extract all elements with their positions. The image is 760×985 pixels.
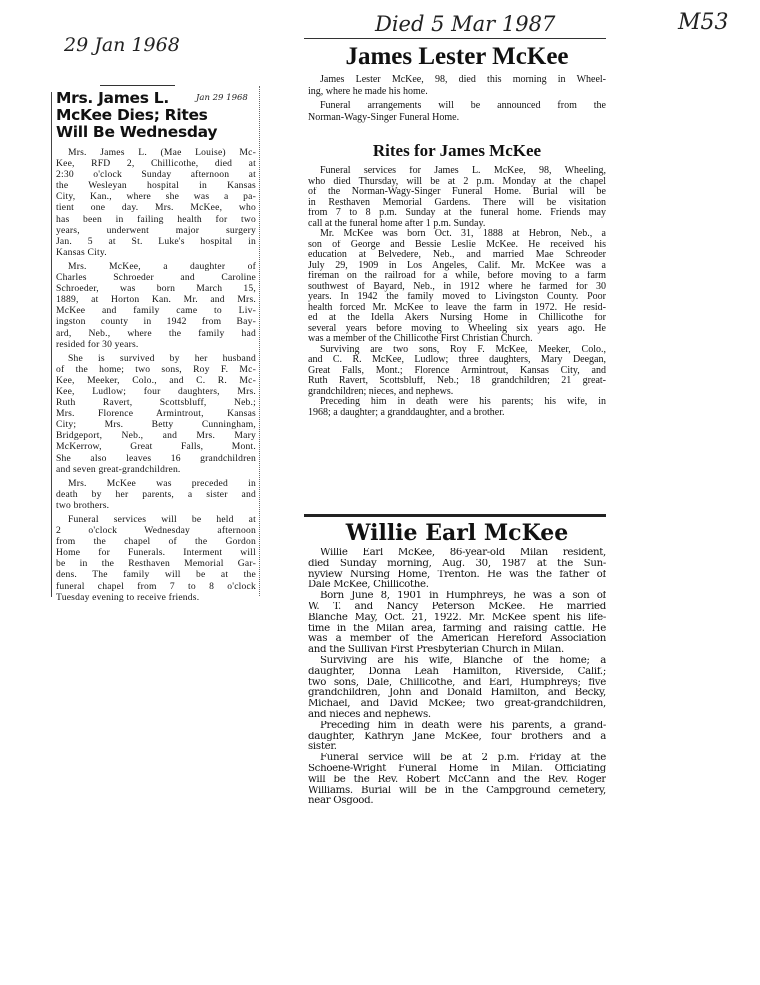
headline-line: Mrs. James L.: [56, 89, 169, 107]
paragraph: [308, 100, 606, 123]
clipping-border: [259, 86, 260, 596]
text-line: Blanche May, Oct. 21, 1922. Mr. McKee spent his life-: [308, 612, 606, 623]
paragraph: [308, 345, 606, 398]
text-line: Kansas City.: [56, 246, 107, 258]
paragraph: [308, 397, 606, 418]
text-line: grandchildren; nieces, and nephews.: [308, 386, 454, 397]
text-line: will be the Rev. Robert McCann and the Rev. Roger: [308, 774, 606, 785]
paragraph: [308, 656, 606, 721]
text-line: ingston county in 1942 from Bay-: [56, 316, 256, 328]
text-line: Dale McKee, Chillicothe.: [308, 580, 429, 591]
text-line: Funeral service will be at 2 p.m. Friday at the: [320, 753, 606, 764]
text-line: Mrs. McKee was preceded in: [68, 477, 256, 489]
handwritten-death-date: Died 5 Mar 1987: [375, 12, 556, 36]
handwritten-reference-code: M53: [678, 10, 729, 35]
article-body: [308, 548, 606, 807]
text-line: died Sunday morning, Aug. 30, 1987 at the Sun-: [308, 558, 606, 569]
text-line: call at the funeral home after 1 p.m. Sunday.: [308, 218, 486, 229]
text-line: Preceding him in death were his parents; his wife, in: [320, 397, 606, 407]
text-line: Tuesday evening to receive friends.: [56, 591, 200, 603]
paragraph: [308, 229, 606, 345]
article-rites-for-james-mckee: [308, 140, 606, 418]
text-line: James Lester McKee, 98, died this morning in Wheel-: [320, 74, 606, 85]
text-line: was a member of the Chillicothe First Christian Church.: [308, 334, 533, 344]
text-line: ed at the Idella Akers Nursing Home in Chillicothe for: [308, 313, 606, 323]
text-line: and the Sullivan First Presbyterian Church in Milan.: [308, 645, 564, 656]
headline-line: McKee Dies; Rites: [56, 106, 208, 124]
text-line: from 7 to 8 p.m. Sunday at the funeral home. Friends may: [308, 208, 606, 218]
text-line: nyview Nursing Home, Trenton. He was the father of: [308, 569, 606, 580]
text-line: tient one day. Mrs. McKee, who: [56, 202, 256, 214]
text-line: of the Norman-Wagy-Singer Funeral Home. Burial will be: [308, 187, 606, 197]
text-line: Ruth Ravert, Scottsbluff, Neb.; 18 grandchildren; 21 great-: [308, 376, 606, 386]
text-line: Kee, RFD 2, Chillicothe, died at: [56, 158, 256, 170]
obituary-willie-earl-mckee: [308, 519, 606, 807]
text-line: dens. The family will be at the: [56, 569, 256, 581]
article-body: [308, 166, 606, 418]
text-line: Born June 8, 1901 in Humphreys, he was a son of: [320, 591, 606, 602]
text-line: Ruth Ravert, Scottsbluff, Neb.;: [56, 397, 256, 409]
text-line: City, Kan., where she was a pa-: [56, 191, 256, 203]
text-line: Schoene-Wright Funeral Home in Milan. Officiating: [308, 763, 606, 774]
text-line: Great Falls, Mont.; Florence Armintrout, Kansas City, and: [308, 365, 606, 376]
text-line: sister.: [308, 742, 337, 753]
paragraph: [308, 74, 606, 97]
text-line: from the chapel of the Gordon: [56, 536, 256, 548]
article-body: [308, 74, 606, 123]
text-line: Funeral services will be held at: [68, 514, 256, 525]
text-line: who died Thursday, will be at 2 p.m. Monday at the chapel: [308, 176, 606, 187]
text-line: Michael, and David McKee; two great-grandchildren,: [308, 699, 606, 710]
text-line: Willie Earl McKee, 86-year-old Milan resident,: [320, 548, 606, 558]
paragraph: [308, 166, 606, 229]
text-line: Schroeder, was born March 15,: [56, 283, 256, 295]
text-line: Mrs. Florence Armintrout, Kansas: [56, 408, 256, 420]
clipping-border: [51, 92, 52, 597]
text-line: years. In 1942 the family moved to Livingston County. Poor: [308, 292, 606, 302]
handwritten-date-1968: 29 Jan 1968: [64, 34, 180, 56]
text-line: She also leaves 16 grandchildren: [56, 452, 256, 464]
text-line: Norman-Wagy-Singer Funeral Home.: [308, 111, 460, 123]
text-line: southwest of Bayard, Neb., in 1912 where he farmed for 30: [308, 281, 606, 292]
text-line: Mr. McKee was born Oct. 31, 1888 at Hebron, Neb., a: [320, 229, 606, 239]
text-line: resided for 30 years.: [56, 338, 139, 350]
text-line: Charles Schroeder and Caroline: [56, 272, 256, 284]
text-line: ing, where he made his home.: [308, 85, 428, 97]
text-line: has been in failing health for two: [56, 213, 256, 225]
text-line: health forced Mr. McKee to leave the farm in 1972. He resid-: [308, 302, 606, 313]
text-line: W. T. and Nancy Peterson McKee. He married: [308, 601, 606, 612]
text-line: the Wesleyan hospital in Kansas: [56, 180, 256, 192]
text-line: 2:30 o'clock Sunday afternoon at: [56, 169, 256, 181]
text-line: McKerrow, Great Falls, Mont.: [56, 441, 256, 453]
text-line: death by her parents, a sister and: [56, 488, 256, 500]
text-line: daughter, Kathryn Jane McKee, four brothers and a: [308, 731, 606, 742]
text-line: years, underwent major surgery: [56, 224, 256, 236]
clipping-rule: [100, 85, 175, 86]
text-line: Surviving are two sons, Roy F. McKee, Meeker, Colo.,: [320, 344, 606, 355]
paragraph: [308, 753, 606, 807]
text-line: July 29, 1909 in Los Angeles, Calif. Mr. McKee was a: [308, 260, 606, 271]
handwritten-title-note: Jan 29 1968: [196, 93, 248, 103]
text-line: McKee and family came to Liv-: [56, 305, 256, 317]
text-line: be in the Resthaven Memorial Gar-: [56, 558, 256, 570]
text-line: Jan. 5 at St. Luke's hospital in: [56, 235, 256, 247]
text-line: ard, Neb., where the family had: [56, 327, 256, 339]
text-line: Home for Funerals. Interment will: [56, 547, 256, 559]
text-line: of the home; two sons, Roy F. Mc-: [56, 363, 256, 375]
paragraph: [56, 147, 256, 258]
text-line: funeral chapel from 7 to 8 o'clock: [56, 580, 256, 592]
text-line: Kee, Meeker, Colo., and C. R. Mc-: [56, 374, 256, 386]
text-line: two sons, Dale, Chillicothe, and Earl, Humphreys; five: [308, 677, 606, 688]
text-line: several years before moving to Wheeling six years ago. He: [308, 323, 606, 334]
paragraph: [56, 353, 256, 475]
text-line: 1889, at Horton Kan. Mr. and Mrs.: [56, 294, 256, 306]
paragraph: [308, 591, 606, 656]
text-line: Surviving are his wife, Blanche of the home; a: [320, 655, 606, 666]
text-line: daughter, Donna Leah Hamilton, Riverside, Calif.;: [308, 666, 606, 677]
obituary-james-lester-mckee: [308, 42, 606, 126]
headline-line: Will Be Wednesday: [56, 123, 218, 141]
text-line: in Resthaven Memorial Gardens. There will be visitation: [308, 197, 606, 208]
paragraph: [56, 478, 256, 511]
text-line: Mrs. James L. (Mae Louise) Mc-: [68, 147, 256, 158]
article-body: [56, 147, 256, 603]
text-line: Mrs. McKee, a daughter of: [68, 260, 256, 272]
text-line: two brothers.: [56, 499, 110, 511]
text-line: and C. R. McKee, Ludlow; three daughters, Mary Deegan,: [308, 355, 606, 365]
text-line: son of George and Bessie Leslie McKee. He received his: [308, 239, 606, 250]
headline: Willie Earl McKee: [345, 520, 569, 546]
text-line: was a member of the American Hereford Association: [308, 634, 606, 645]
paragraph: [56, 514, 256, 603]
text-line: Funeral services for James L. McKee, 98, Wheeling,: [320, 166, 606, 176]
paragraph: [308, 721, 606, 753]
text-line: Bridgeport, Neb., and Mrs. Mary: [56, 430, 256, 442]
clipping-rule: [304, 38, 606, 39]
paragraph: [308, 548, 606, 591]
text-line: grandchildren, John and Donald Hamilton, and Becky,: [308, 688, 606, 699]
text-line: Preceding him in death were his parents, a grand-: [320, 720, 606, 731]
headline: Rites for James McKee: [372, 141, 542, 160]
text-line: 1968; a daughter; a granddaughter, and a brother.: [308, 407, 505, 418]
text-line: City; Mrs. Betty Cunningham,: [56, 419, 256, 431]
text-line: Kee, Ludlow; four daughters, Mrs.: [56, 385, 256, 397]
text-line: time in the Milan area, farming and raising cattle. He: [308, 623, 606, 634]
text-line: and nieces and nephews.: [308, 709, 431, 720]
paragraph: [56, 261, 256, 350]
text-line: education at Belvedere, Neb., and married Mae Schreoder: [308, 250, 606, 260]
text-line: 2 o'clock Wednesday afternoon: [56, 525, 256, 537]
headline: [56, 90, 256, 141]
headline: James Lester McKee: [345, 43, 569, 70]
obituary-mrs-james-mckee: [56, 90, 256, 606]
text-line: Williams. Burial will be in the Campground cemetery,: [308, 785, 606, 796]
text-line: Funeral arrangements will be announced from the: [320, 100, 606, 112]
clipping-rule: [304, 514, 606, 517]
text-line: near Osgood.: [308, 796, 374, 807]
text-line: She is survived by her husband: [68, 352, 256, 364]
text-line: and seven great-grandchildren.: [56, 463, 181, 475]
text-line: fireman on the railroad for a while, before moving to a farm: [308, 271, 606, 281]
